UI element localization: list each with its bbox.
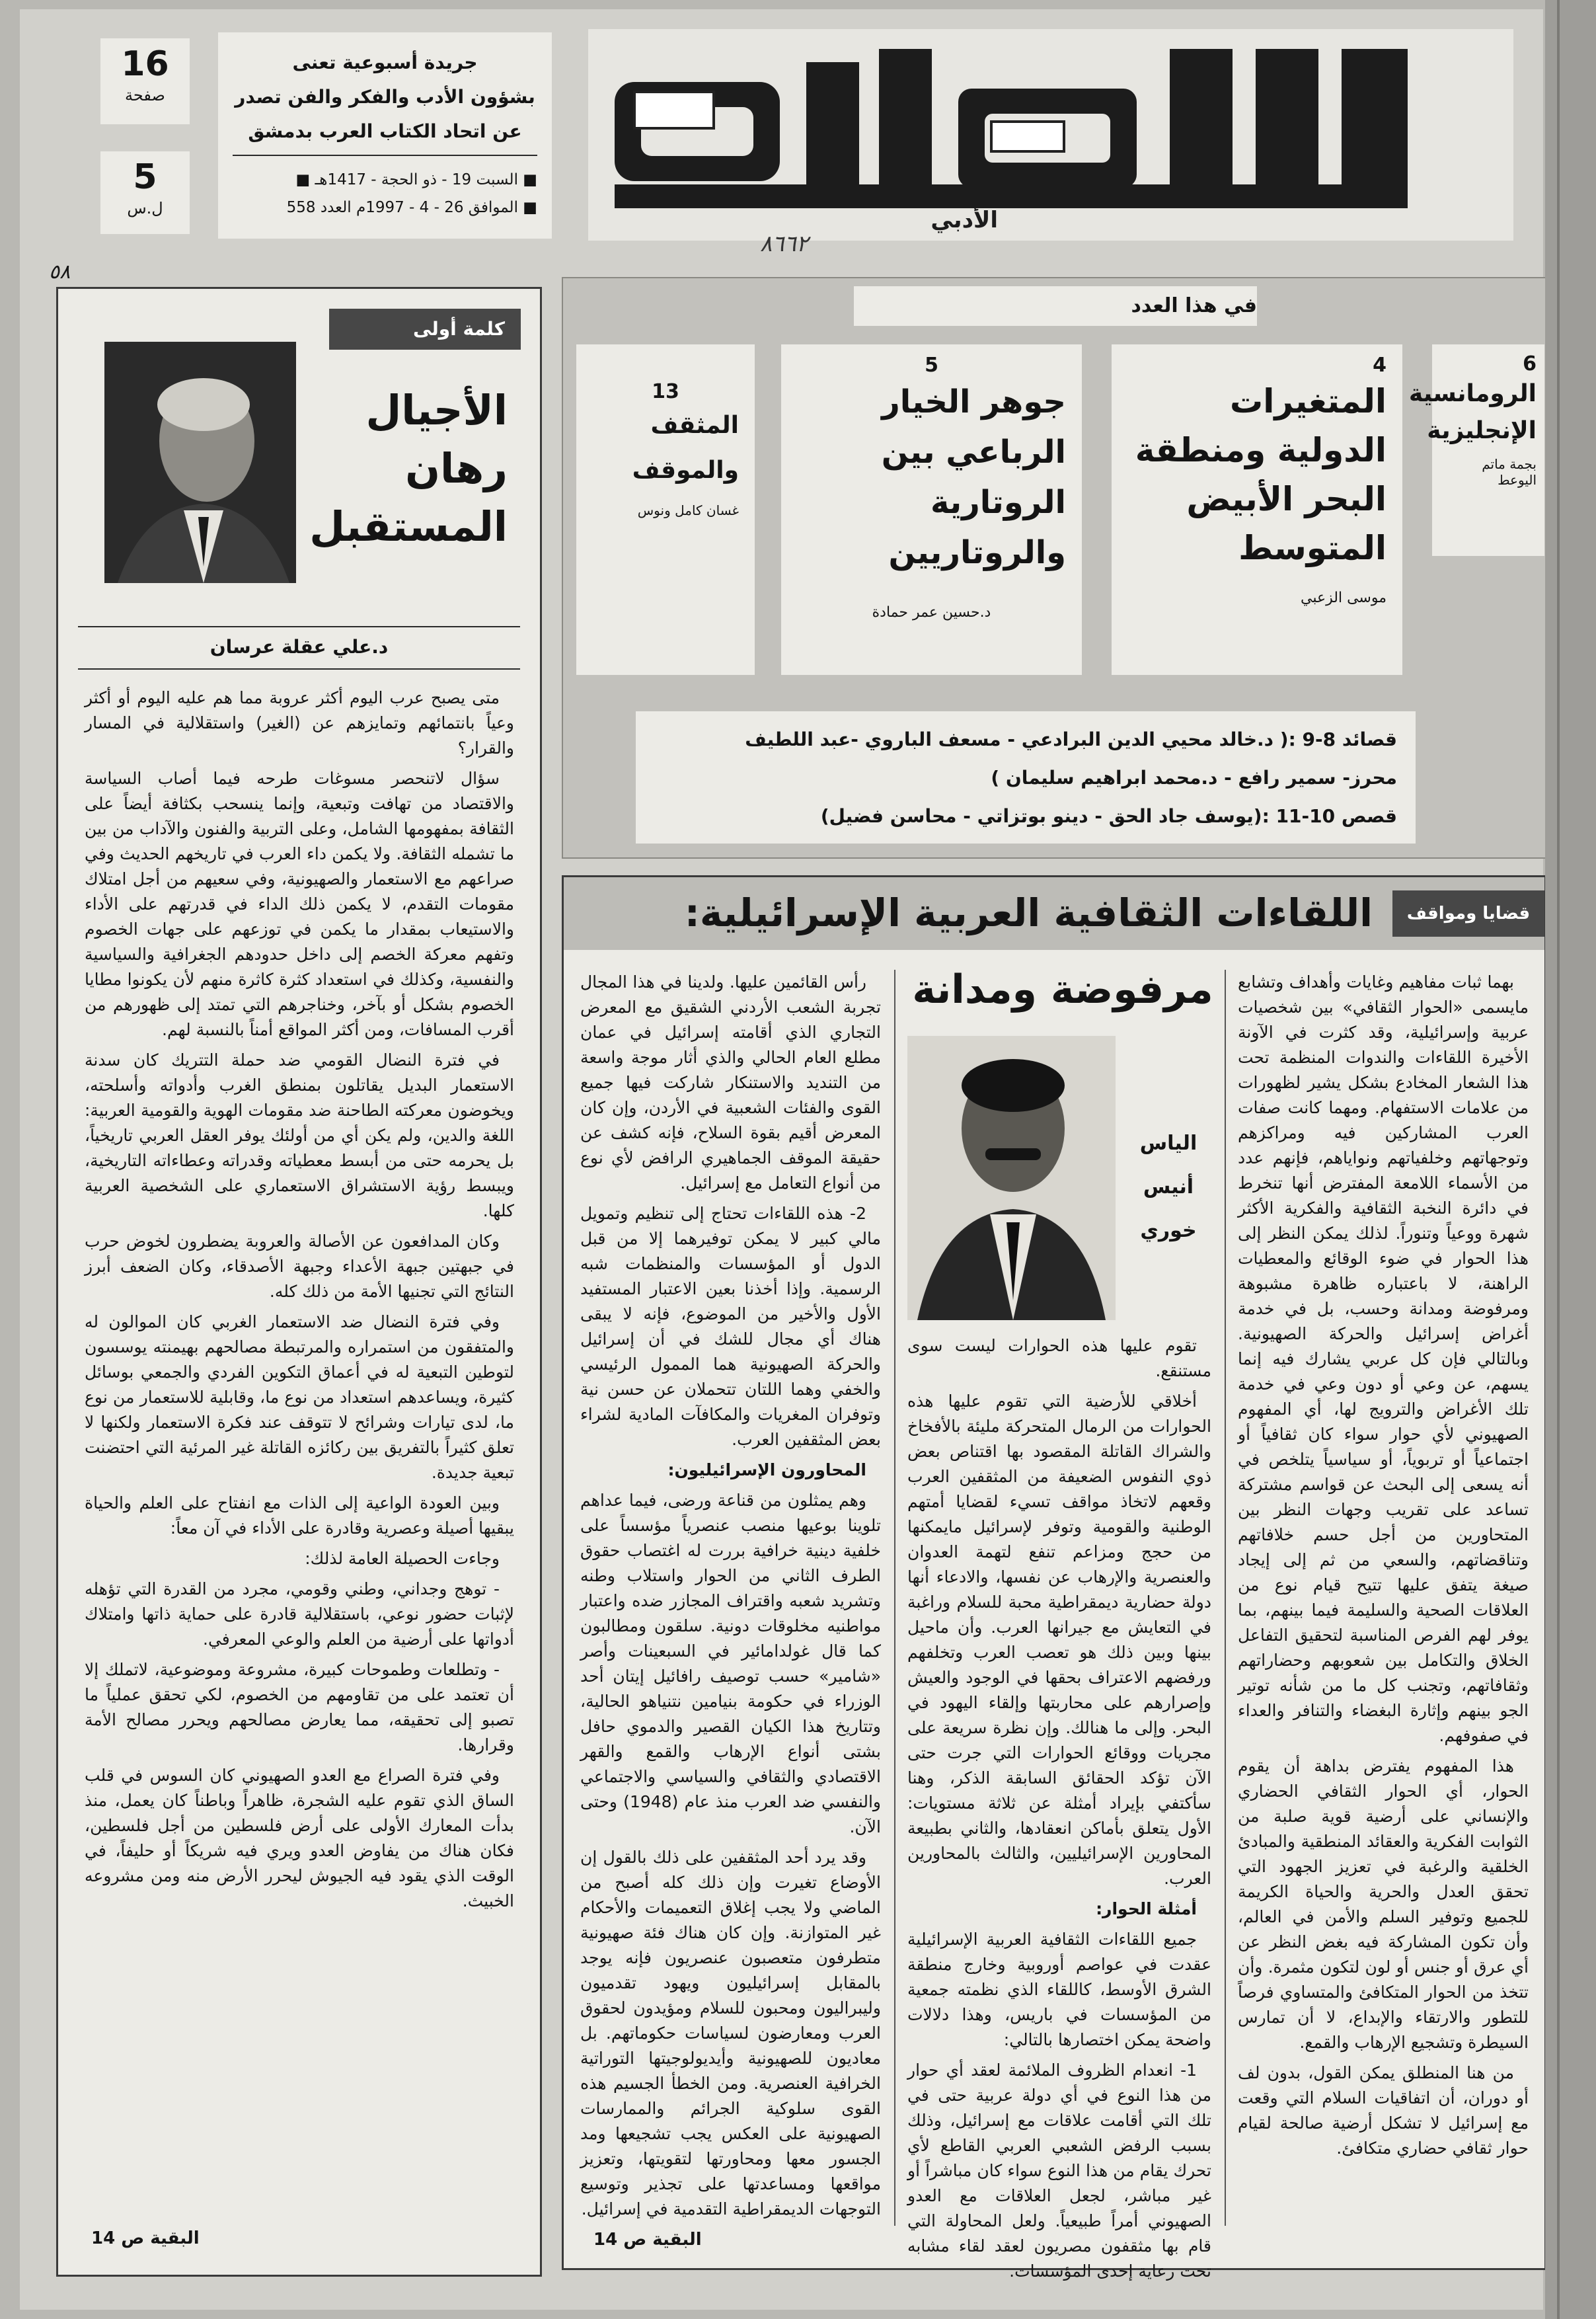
feature-col-mid: تقوم عليها هذه الحوارات ليست سوى مستنقع. أخلاقي للأرضية التي تقوم عليها هذه الحوارات من الرمال المتحركة مليئة بالأفخاخ والشراك القاتلة المقصود بها اقتناص بعض ذوي النفوس الضعيفة من المثقفين العرب وقعهم لاتخاذ مواقف تسيء لقضايا أمتهم الوطنية والقومية وتوفر لإسرائيل مايمكنها من حجج ومزاعم تنفع لتهمة العدوان والعنصرية والإرهاب عن نفسها، والادعاء أنها دولة حضارية ديمقراطية محبة للسلام وراغبة في التعايش مع جيرانها العرب. وأن ماحيل بينها وبين ذلك هو تعصب العرب وتخلفهم ورفضهم الاعتراف بحقها في الوجود والعيش وإصرارهم على محاربتها وإلقاء اليهود في البحر. وإلى ما هنالك. وإن نظرة سريعة على مجريات ووقائع الحوارات التي جرت حتى الآن تؤكد الحقائق السابقة الذكر، وهنا سأكتفي بإيراد أمثلة عن ثلاثة مستويات: الأول يتعلق بأماكن انعقادها، والثاني بطبيعة المحاورين الإسرائيليين، والثالث بالمحاورين العرب. أمثلة الحوار: جميع اللقاءات الثقافية العربية الإسرائيلية عقدت في عواصم أوروبية وخارج منطقة الشرق الأوسط، كاللقاء الذي نظمته جمعية من المؤسسات في باريس، وهذا دلالات واضحة يمكن اختصارها بالتالي: 1- انعدام الظروف الملائمة لعقد أي حوار من هذا النوع في أي دولة عربية حتى في تلك التي أقامت علاقات مع إسرائيل، وذلك بسبب الرفض الشعبي العربي القاطع لأي تحرك يقام من هذا النوع سواء كان مباشراً أو غير مباشر، لجعل العلاقات مع العدو الصهيوني أمراً طبيعياً. ولعل المحاولة التي قام بها مثقفون مصريون لعقد لقاء مشابه تحت رعاية إحدى المؤسسات. [907, 1336, 1211, 2281]
pages-box [100, 38, 190, 124]
page-number-mark: ٥٨ [49, 260, 71, 284]
logo-graphic [588, 29, 1513, 241]
editorial-body: متى يصبح عرب اليوم أكثر عروبة مما هم عليه اليوم أو أكثر وعياً بانتمائهم وتمايزهم عن (الغير) واستقلالية في المسار والقرار؟ سؤال لاتنحصر مسوغات طرحه فيما أصاب السياسة والاقتصاد من تهافت وتبعية، وإنما ينسحب بكثافة أيضاً على الثقافة بمفهومها الشامل، وعلى التربية والفنون والآداب من بين ما تشمله الثقافة. ولا يكمن داء العرب في تاريخهم الحديث وفي صراعهم مع الاستعمار والصهيونية، وفي سعيهم من أجل امتلاك مقومات التقدم، لا يكمن ذلك الداء في قدرتهم على الأداء والاستيعاب بمقدار ما يكمن في توزعهم على جهات الخصوم وتفهم معركة الخصم إلى داخل حدودهم الجغرافية والسياسية والنفسية، وكذلك في استعداد كثرة كاثرة منهم لأن يكونوا مطايا الخصوم بشكل أو بآخر، وخناجرهم التي تمتد إلى ظهورهم من أقرب المسافات، ومن أكثر المواقع أمناً بالنسبة لهم. في فترة النضال القومي ضد حملة التتريك كان سدنة الاستعمار البديل يقاتلون بمنطق الغرب وأدواته وأسلحته، ويخوضون معركته الطاحنة ضد مقومات الهوية والقومية العربية: اللغة والدين، ولم يكن أي من أولئك يوفر العقل العربي تاريخياً، بل يحرمه حتى من أبسط معطياته وقدراته وعطاءاته التاريخية، ويبسط رؤية الاستشراق الاستعماري على الشخصية العربية كلها. وكان المدافعون عن الأصالة والعروبة يضطرون لخوض حرب في جبهتين جبهة الأعداء وجبهة الأصدقاء، وكان الضعف أبرز النتائج التي تجنيها الأمة من ذلك كله. وفي فترة النضال ضد الاستعمار الغربي كان الموالون له والمتفقون من استمراره والمرتبطة مصالحهم بهيمنته يوسسون لتوطين التبعية له في أعماق التكوين الفردي والجمعي بوسائل كثيرة، ويساعدهم استعداد من نوع ما، وقابلية للاستعمار من نوع ما، لدى تيارات وشرائح لا تتوقف عند فكرة الاستعمار ولكنها لا تعلق كثيراً بالتفريق بين ركائزه القاتلة غير المرئية التي احتضنت تبعية جديدة. وبين العودة الواعية إلى الذات مع انفتاح على العلم والحياة يبقيها أصيلة وعصرية وقادرة على الأداء في آن معاً: وجاءت الحصيلة العامة لذلك: - توهج وجداني، وطني وقومي، مجرد من القدرة التي تؤهله لإثبات حضور نوعي، باستقلالية قادرة على حماية ذاتها وامتلاك أدواتها على أرضية من العلم والوعي المعرفي. - وتطلعات وطموحات كبيرة، مشروعة وموضوعية، لاتملك إلا أن تعتمد على من تقاومهم من الخصوم، لكي تحقق عملياً ما تصبو إلى تحقيقه، مما يعارض مصالحهم ويحرر مصالح الأمة وقرارها. وفي فترة الصراع مع العدو الصهيوني كان السوس في قلب الساق الذي تقوم عليه الشجرة، ظاهراً وباطناً كان يعمل، منذ بدأت المعارك الأولى على أرض فلسطين من أجل فلسطين، فكان هناك من يفاوض العدو ويري فيه شريكاً أو حليفاً، في الوقت الذي يقود فيه الجيوش ليحرر الأرض منه ومن مشروعه الخبيث. [85, 688, 514, 1910]
feature-author-name: الياس أنيس خوري [1139, 1132, 1197, 1242]
price-label: ل.س [127, 199, 163, 217]
page-gutter-line [1557, 0, 1560, 2319]
tagline-line: عن اتحاد الكتاب العرب بدمشق [248, 120, 522, 142]
feature-article [562, 875, 1546, 2281]
date-line: ■ السبت 19 - ذو الحجة - 1417هـ ■ [295, 171, 537, 188]
feature-subheadline: مرفوضة ومدانة [912, 966, 1213, 1013]
contents-item: 4 المتغيرات الدولية ومنطقة البحر الأبيض المتوسط موسى الزعبي [1112, 344, 1402, 675]
editorial-column [56, 287, 542, 2277]
contents-item: 5 جوهر الخيار الرباعي بين الروتارية والروتاريين د.حسين عمر حمادة [781, 344, 1082, 675]
stories-line: قصص 10-11 :(يوسف جاد الحق - دينو بوتزاتي - محاسن فضيل) [820, 805, 1397, 827]
editorial-author: د.علي عقلة عرسان [209, 636, 389, 658]
portrait-image [104, 342, 296, 583]
feature-continued: البقية ص 14 [593, 2230, 702, 2250]
contents-item: 13 المثقف والموقف غسان كامل ونوس [576, 344, 755, 675]
pages-label: صفحة [125, 86, 165, 104]
tagline-box [218, 32, 552, 239]
poems-line: محرز- سمير رافع - د.محمد ابراهيم سليمان ) [991, 767, 1397, 789]
poems-line: قصائد 8-9 :( د.خالد محيي الدين البرادعي - مسعف الباروي -عبد اللطيف [745, 728, 1397, 750]
feature-headline-bar [564, 877, 1544, 950]
pages-number: 16 [121, 44, 169, 84]
contents-heading-box [854, 286, 1257, 326]
feature-author-photo [907, 1036, 1116, 1320]
masthead-logo [588, 29, 1513, 241]
editorial-title: الأجيال رهان المستقبل [309, 386, 508, 551]
handwritten-note: ٨٦٦٢ [760, 231, 809, 257]
price-number: 5 [133, 157, 157, 197]
price-box [100, 151, 190, 234]
author-photo [104, 342, 296, 583]
feature-col-left: رأس القائمين عليها. ولدينا في هذا المجال تجربة الشعب الأردني الشقيق مع المعرض التجاري الذي أقامته إسرائيل في عمان مطلع العام الحالي والذي أثار موجة واسعة من التنديد والاستنكار شاركت فيها جميع القوى والفئات الشعبية في الأردن، وإن كان المعرض أقيم بقوة السلاح، فإنه كشف عن حقيقة الموقف الجماهيري الرافض لأي نوع من أنواع التعامل مع إسرائيل. 2- هذه اللقاءات تحتاج إلى تنظيم وتمويل مالي كبير لا يمكن توفيرهما إلا من قبل الدول أو المؤسسات والمنظمات شبه الرسمية. وإذا أخذنا بعين الاعتبار المستفيد الأول والأخير من الموضوع، فإنه لا يبقى هناك أي مجال للشك في أن إسرائيل والحركة الصهيونية هما الممول الرئيسي والخفي وهما اللتان تتحملان عن حسن نية وتوفران المغريات والمكافآت المادية لشراء بعض المثقفين العرب. المحاورون الإسرائيليون: وهم يمثلون من قناعة ورضى، فيما عداهم تلوينا بوعيها منصب عنصرياً مؤسساً على خلفية دينية خرافية بررت له اغتصاب حقوق الطرف الثاني من الحوار واستلاب وطنه وتشريد شعبه واقتراف المجازر ضده واعتبار مواطنيه مخلوقات دونية. سلقون ومطالبون كما قال غولدامائير في السبعينات وأصر «شامير» حسب توصيف رافائيل إيتان أحد الوزراء في حكومة بنيامين نتنياهو الحالية، وتتاريخ هذا الكيان القصير والدموي حافل بشتى أنواع الإرهاب والقمع والقهر الاقتصادي والثقافي والسياسي والاجتماعي والنفسي ضد العرب منذ عام (1948) وحتى الآن. وقد يرد أحد المثقفين على ذلك بالقول إن الأوضاع تغيرت وإن ذلك كله أصبح من الماضي ولا يجب إغلاق التعميمات والأحكام غير المتوازنة. وإن كان هناك فئة صهيونية متطرفون متعصبون عنصريون فإنه يوجد بالمقابل إسرائيليون ويهود تقدميون وليبراليون ومحبون للسلام ومؤيدون لحقوق العرب ومعارضون لسياسات حكوماتهم. بل معاديون للصهيونية وأيديولوجيتها التوراتية الخرافية العنصرية. ومن الخطأ الجسيم هذه القوى سلوكية الجرائم والممارسات الصهيونية على العكس يجب تشجيعها ومد الجسور معها ومحاورتها لتقويتها، وتعزيز مواقعها ومساعدتها على تجذير وتوسيع التوجهات الديمقراطية التقدمية في إسرائيل. [580, 972, 882, 2219]
tagline-line: جريدة أسبوعية تعنى [292, 52, 478, 73]
contents-box [562, 277, 1546, 859]
contents-heading: في هذا العدد [1131, 294, 1257, 317]
contents-item: 6 الرومانسية الإنجليزية بجمة ماتم اليوعط [1432, 344, 1544, 556]
editorial-continued: البقية ص 14 [91, 2228, 200, 2248]
tagline-line: بشؤون الأدب والفكر والفن تصدر [235, 86, 535, 108]
logo-small-text: الأدبي [931, 207, 998, 233]
feature-col-right: بهما ثبات مفاهيم وغايات وأهداف وتشابع مايسمى «الحوار الثقافي» بين شخصيات عربية وإسرائيلية، وقد كثرت في الآونة الأخيرة اللقاءات والندوات المنظمة تحت هذا الشعار المخادع بشكل يشير لظهورات من علامات الاستفهام. ومهما كانت صفات العرب المشاركين فيه ومراكزهم وتوجهاتهم وخلفياتهم ونواياهم، فإنهم عدد من الأسماء اللامعة المفترض أنها تنخرط في دائرة النخبة الثقافية والفكرية الأكثر شهرة ووعياً وتنوراً. لذلك يمكن النظر إلى هذا الحوار في ضوء الوقائع والمعطيات الراهنة، لا باعتباره ظاهرة مشبوهة ومرفوضة ومدانة وحسب، بل في خدمة أغراض إسرائيل والحركة الصهيونية. وبالتالي فإن كل عربي يشارك فيه إنما يسهم، عن وعي أو دون وعي في خدمة تلك الأغراض والترويج لها، أي المفهوم الصهيوني لأي حوار سواء كان ثقافياً أو اجتماعياً أو تربوياً، أو سياسياً يتلخص في أنه يسعى إلى البحث عن قواسم مشتركة تساعد على تقريب وجهات النظر بين المتحاورين من أجل حسم خلافاتهم وتناقضاتهم، والسعي من ثم إلى إيجاد صيغة يتفق عليها تتيح قيام نوع من العلاقات الصحية والسليمة فيما بينهم، بما يوفر لهم الفرص المناسبة لتحقيق التفاعل الخلاق والتكامل بين شعوبهم وحضاراتهم وثقافاتهم، وتجنب كل ما من شأنه توتير الجو بينهم وإثارة البغضاء والتنافر والعداء في صفوفهم. هذا المفهوم يفترض بداهة أن يقوم الحوار، أي الحوار الثقافي الحضاري والإنساني على أرضية قوية صلبة من الثوابت الفكرية والعقائد المنطقية والمبادئ الخلقية والرغبة في تعزيز الجهود التي تحقق العدل والحرية والحياة الكريمة للجميع وتوفير السلم والأمن في العالم، وأن تكون المشاركة فيه بغض النظر عن أي عرق أو جنس أو لون لتكون مثمرة. وأن تتخذ من الحوار المتكافئ والمتساوي فرصاً للتطور والارتقاء والإبداع، لا أن تمارس السيطرة وتشجيع الإرهاب والقمع. من هنا المنطلق يمكن القول، بدون لف أو دوران، أن اتفاقيات السلام التي وقعت مع إسرائيل لا تشكل أرضية صالحة لقيام حوار ثقافي حضاري متكافئ. [1238, 972, 1529, 2158]
portrait-image [907, 1036, 1116, 1320]
masthead [46, 16, 1520, 257]
poems-stories-box [636, 711, 1416, 844]
feature-tag: قضايا ومواقف [1392, 890, 1544, 937]
editorial-header [78, 309, 521, 600]
adjacent-page-edge [1545, 0, 1596, 2319]
feature-headline: اللقاءات الثقافية العربية الإسرائيلية: [684, 890, 1373, 935]
editorial-tag: كلمة أولى [329, 309, 521, 350]
date-line: ■ الموافق 26 - 4 - 1997م العدد 558 [286, 199, 537, 216]
newspaper-page [20, 9, 1543, 2310]
